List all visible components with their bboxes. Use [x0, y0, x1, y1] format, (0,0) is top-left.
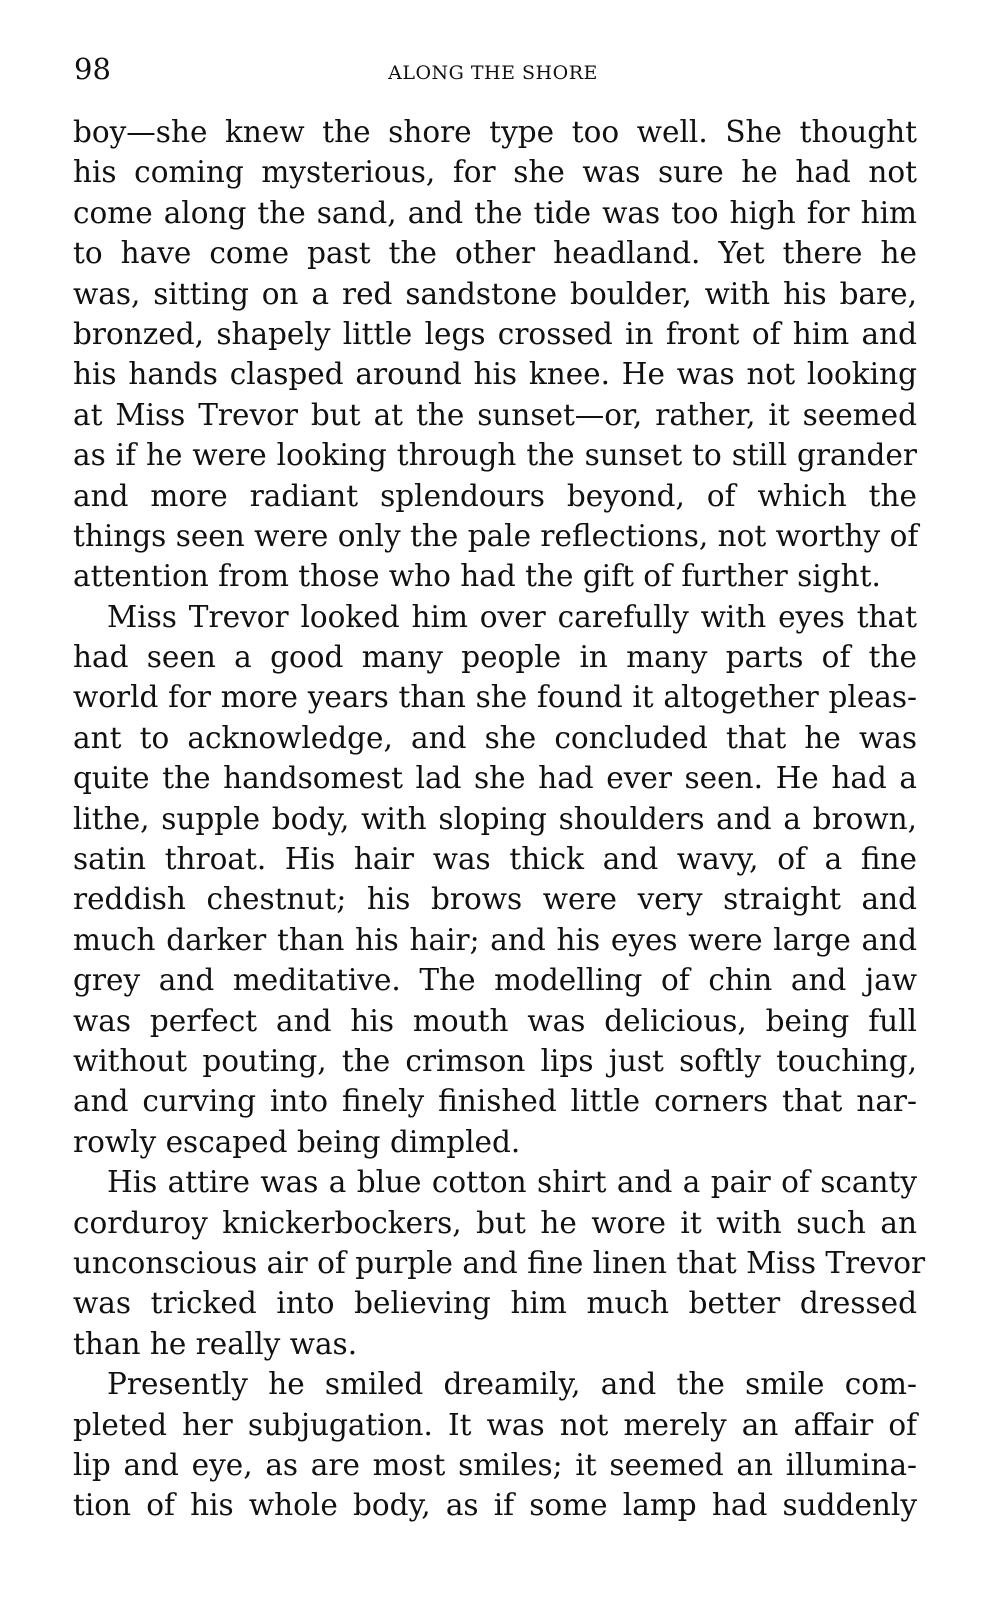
- text-line: things seen were only the pale reflections, not worthy of: [73, 518, 919, 553]
- text-line: attention from those who had the gift of further sight.: [73, 559, 881, 594]
- text-line: rowly escaped being dimpled.: [73, 1124, 521, 1159]
- text-line: lithe, supple body, with sloping shoulders and a brown,: [73, 801, 917, 836]
- text-line: satin throat. His hair was thick and wavy, of a fine: [73, 842, 917, 877]
- text-line: was perfect and his mouth was delicious, being full: [73, 1003, 917, 1038]
- text-line: to have come past the other headland. Yet there he: [73, 236, 917, 271]
- text-line: unconscious air of purple and fine linen that Miss Trevor: [73, 1245, 926, 1280]
- text-line: come along the sand, and the tide was too high for him: [73, 195, 917, 230]
- text-line: than he really was.: [73, 1326, 358, 1361]
- text-line: his coming mysterious, for she was sure he had not: [73, 155, 917, 190]
- text-line: without pouting, the crimson lips just softly touching,: [73, 1043, 917, 1078]
- body-text: [73, 112, 926, 1526]
- text-line: Miss Trevor looked him over carefully with eyes that: [107, 599, 917, 634]
- text-line: was tricked into believing him much better dressed: [73, 1286, 917, 1321]
- text-line: as if he were looking through the sunset to still grander: [73, 438, 917, 473]
- text-line: quite the handsomest lad she had ever seen. He had a: [73, 761, 917, 796]
- text-line: boy—she knew the shore type too well. She thought: [73, 115, 917, 149]
- text-line: at Miss Trevor but at the sunset—or, rather, it seemed: [73, 397, 917, 432]
- text-line: pleted her subjugation. It was not merely an affair of: [73, 1407, 917, 1442]
- text-line: corduroy knickerbockers, but he wore it with such an: [73, 1205, 917, 1240]
- text-line: ant to acknowledge, and she concluded that he was: [73, 720, 917, 755]
- running-title: ALONG THE SHORE: [388, 62, 598, 84]
- text-line: bronzed, shapely little legs crossed in front of him and: [73, 316, 917, 351]
- text-line: tion of his whole body, as if some lamp had suddenly: [73, 1488, 917, 1523]
- text-line: reddish chestnut; his brows were very straight and: [73, 882, 917, 917]
- text-line: world for more years than she found it altogether pleas-: [73, 680, 917, 715]
- text-line: His attire was a blue cotton shirt and a pair of scanty: [107, 1165, 917, 1200]
- text-line: Presently he smiled dreamily, and the smile com-: [107, 1367, 917, 1402]
- text-line: his hands clasped around his knee. He was not looking: [73, 357, 917, 392]
- text-line: lip and eye, as are most smiles; it seemed an illumina-: [73, 1447, 917, 1482]
- text-line: much darker than his hair; and his eyes were large and: [73, 922, 917, 957]
- page-number: 98: [74, 52, 111, 86]
- text-line: had seen a good many people in many parts of the: [73, 640, 917, 675]
- running-header: [74, 52, 912, 96]
- text-line: was, sitting on a red sandstone boulder, with his bare,: [73, 276, 917, 311]
- text-line: grey and meditative. The modelling of chin and jaw: [73, 963, 917, 998]
- text-line: and curving into finely finished little corners that nar-: [73, 1084, 917, 1119]
- text-line: and more radiant splendours beyond, of which the: [73, 478, 917, 513]
